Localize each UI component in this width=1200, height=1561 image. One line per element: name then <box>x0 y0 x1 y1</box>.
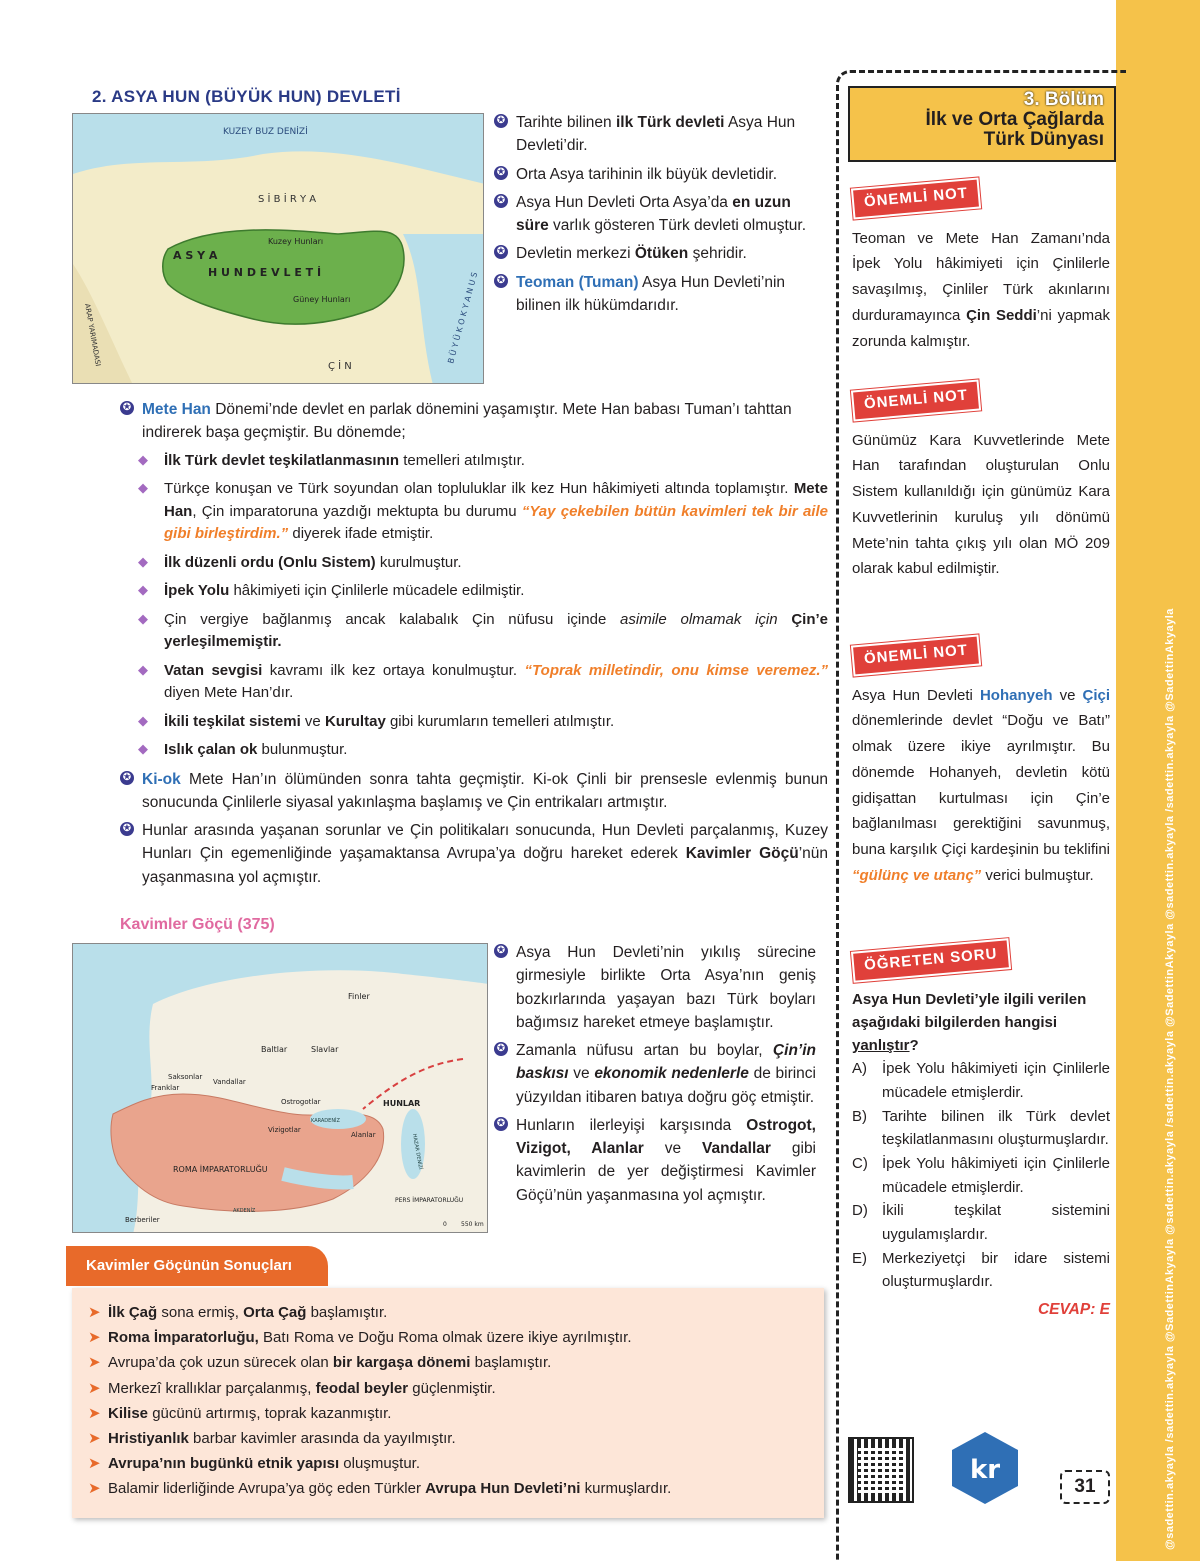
map2-slavlar: Slavlar <box>311 1045 339 1054</box>
result-text: oluşmuştur. <box>339 1455 421 1473</box>
map1-label-arap: ARAP YARIMADASI <box>83 302 102 367</box>
option-d[interactable] <box>852 1199 1110 1246</box>
kg-bullet <box>494 941 816 1034</box>
t: kavramı ilk kez ortaya konulmuştur. <box>262 661 525 679</box>
question-options <box>852 1057 1110 1294</box>
mete-item <box>138 739 828 762</box>
intro-bullet <box>494 111 819 158</box>
mete-item <box>138 660 828 705</box>
map2-scale-0: 0 <box>443 1221 447 1228</box>
map1-label-sibirya: S İ B İ R Y A <box>258 194 317 205</box>
map2-vizigotlar: Vizigotlar <box>268 1126 301 1134</box>
t: Zamanla nüfusu artan bu boylar, <box>516 1042 773 1059</box>
bullet-icon: ✪ <box>494 166 508 180</box>
mete-name: Mete Han <box>142 401 211 418</box>
arrow-icon: ➤ <box>88 1455 101 1473</box>
logo-icon <box>948 1430 1022 1506</box>
result-text: Avrupa’nın bugünkü etnik yapısı <box>108 1455 340 1473</box>
t: de birinci yüzyıldan itibaren batıya doğru göç etmiştir. <box>516 1065 816 1106</box>
result-item <box>78 1476 818 1501</box>
logo-mark: kr <box>969 1455 1001 1485</box>
b: Kurultay <box>324 712 386 730</box>
bullet-icon: ✪ <box>120 822 134 836</box>
b: Ostrogot, Vizigot, Alanlar <box>516 1116 816 1157</box>
option-text: Tarihte bilinen ilk Türk devlet teşkilatlanmasını oluşturmuşlardır. <box>882 1107 1110 1149</box>
map2-alanlar: Alanlar <box>351 1131 376 1139</box>
arrow-icon: ➤ <box>88 1480 101 1498</box>
mete-item <box>138 580 828 603</box>
map2-karadeniz: KARADENİZ <box>311 1118 340 1124</box>
result-item <box>78 1300 818 1325</box>
page-number: 31 <box>1060 1470 1110 1504</box>
map1-label-guney: Güney Hunları <box>293 295 351 304</box>
note-text: Günümüz Kara Kuvvetlerinde Mete Han tarafından oluşturulan Onlu Sistem kullanıldığı için günümüz Kara Kuvvetlerinin kuruluş yılı dönümü Mete’nin tahta çıkış yılı olan MÖ 209 olarak kabul edilmiştir. <box>852 431 1110 578</box>
option-text: Merkeziyetçi bir idare sistemi oluşturmuşlardır. <box>882 1249 1110 1291</box>
result-text: Balamir liderliğinde Avrupa’ya göç eden Türkler <box>108 1480 426 1498</box>
map2-roma: ROMA İMPARATORLUĞU <box>173 1165 268 1174</box>
mete-item <box>138 711 828 734</box>
option-key: A) <box>852 1060 867 1078</box>
mete-bullet <box>120 398 828 445</box>
kg-bullet <box>494 1114 816 1207</box>
option-a[interactable] <box>852 1057 1110 1104</box>
results-list <box>78 1300 818 1502</box>
map2-franklar: Franklar <box>151 1084 180 1092</box>
txt-b: ilk Türk devleti <box>615 114 725 131</box>
option-text: İpek Yolu hâkimiyeti için Çinlilerle mücadele etmişlerdir. <box>882 1060 1110 1101</box>
result-item <box>78 1401 818 1426</box>
result-text: başlamıştır. <box>470 1354 552 1372</box>
diamond-icon: ◆ <box>138 451 148 467</box>
t: diyerek ifade etmiştir. <box>288 525 434 542</box>
map1-label-sea: KUZEY BUZ DENİZİ <box>223 127 308 137</box>
result-text: İlk Çağ <box>108 1304 158 1321</box>
mete-item <box>138 609 828 654</box>
t: ve <box>643 1140 702 1157</box>
kg-bullet <box>494 1039 816 1109</box>
note-text: Teoman ve Mete Han Zamanı’nda İpek Yolu hâkimiyeti için Çinlilerle savaşılmış, Çinliler Türk akınlarını durduramayınca Çin Seddi’ni yapmak zorunda kalmıştır. <box>852 229 1111 350</box>
result-text: bir kargaşa dönemi <box>332 1354 471 1372</box>
t: ve <box>300 712 325 730</box>
map2-pers: PERS İMPARATORLUĞU <box>395 1197 464 1204</box>
map2-berberiler: Berberiler <box>125 1216 160 1224</box>
t: hâkimiyeti için Çinlilerle mücadele edilmiştir. <box>229 582 525 599</box>
result-text: sona ermiş, <box>157 1304 244 1321</box>
result-item <box>78 1350 818 1375</box>
b: Mete Han <box>164 480 828 520</box>
t: kurulmuştur. <box>375 553 462 571</box>
result-text: Hristiyanlık <box>108 1429 189 1447</box>
map2-vandallar: Vandallar <box>213 1078 246 1086</box>
kiok-bullet <box>120 768 828 815</box>
t: diyen Mete Han’dır. <box>164 684 294 701</box>
diamond-icon: ◆ <box>138 610 148 626</box>
result-text: Kilise <box>108 1404 149 1422</box>
result-text: barbar kavimler arasında da yayılmıştır. <box>188 1429 456 1447</box>
bullet-icon: ✪ <box>494 194 508 208</box>
kg-bullets <box>494 941 816 1212</box>
option-key: D) <box>852 1202 868 1220</box>
result-text: Avrupa’da çok uzun sürecek olan <box>108 1354 333 1372</box>
section-title: 2. ASYA HUN (BÜYÜK HUN) DEVLETİ <box>92 87 401 106</box>
map2-ostrogotlar: Ostrogotlar <box>281 1098 321 1106</box>
note-text: Asya Hun Devleti Hohanyeh ve Çiçi dönemlerinde devlet “Doğu ve Batı” olmak üzere ikiye ayrılmıştır. Bu dönemde Hohanyeh, devletin kötü gidişattan kurtulması için Çin’e bağlanılması gerektiğini savunmuş, buna karşılık Çiçi kardeşinin bu teklifini “gülünç ve utanç” verici bulmuştur. <box>852 686 1111 885</box>
map2-finler: Finler <box>348 992 370 1001</box>
intro-bullet <box>494 163 819 186</box>
arrow-icon: ➤ <box>88 1404 101 1422</box>
t: bulunmuştur. <box>257 741 348 758</box>
bi: ekonomik nedenlerle <box>594 1065 749 1083</box>
option-b[interactable] <box>852 1105 1110 1152</box>
map1-label-hun: H U N D E V L E T İ <box>208 266 322 279</box>
map1-label-asya: A S Y A <box>173 249 218 262</box>
result-text: kurmuşlardır. <box>580 1480 672 1498</box>
result-item <box>78 1451 818 1476</box>
diamond-icon: ◆ <box>138 480 148 495</box>
option-c[interactable] <box>852 1152 1110 1199</box>
bullet-icon: ✪ <box>494 274 508 288</box>
diamond-icon: ◆ <box>138 741 148 756</box>
result-text: güçlenmiştir. <box>408 1379 496 1397</box>
arrow-icon: ➤ <box>88 1379 101 1397</box>
t: Çin vergiye bağlanmış ancak kalabalık Çin nüfusu içinde <box>164 610 621 628</box>
result-item <box>78 1376 818 1401</box>
bullet-icon: ✪ <box>120 401 134 415</box>
kiok-name: Ki-ok <box>142 770 181 788</box>
b: Çin’e yerleşilmemiştir. <box>164 610 829 650</box>
b: İkili teşkilat sistemi <box>164 712 301 730</box>
mete-block <box>120 398 828 894</box>
intro-bullet <box>494 271 819 318</box>
t: , Çin imparatoruna yazdığı mektupta bu durumu <box>192 502 522 520</box>
stem1: Asya Hun Devleti’yle ilgili verilen aşağıdaki bilgilerden hangisi <box>852 990 1087 1031</box>
option-e[interactable] <box>852 1247 1110 1294</box>
result-text: Orta Çağ <box>243 1304 307 1321</box>
diamond-icon: ◆ <box>138 661 148 677</box>
mete-item <box>138 552 828 575</box>
txt: Asya Hun Devleti’dir. <box>516 114 796 155</box>
result-text: başlamıştır. <box>306 1304 388 1321</box>
txt: Tarihte bilinen <box>516 114 616 131</box>
b: İlk Türk devlet teşkilatlanmasının <box>164 451 400 469</box>
mete-item <box>138 478 828 546</box>
bullet-icon: ✪ <box>120 771 134 785</box>
txt: Asya Hun Devleti Orta Asya’da <box>516 193 733 211</box>
chapter-num: 3. Bölüm <box>1023 89 1104 110</box>
map2-akdeniz: AKDENİZ <box>233 1208 256 1214</box>
note-2 <box>852 385 1110 582</box>
result-text: Batı Roma ve Doğu Roma olmak üzere ikiye ayrılmıştır. <box>258 1329 632 1347</box>
result-text: Merkezî krallıklar parçalanmış, <box>108 1379 316 1397</box>
publisher-logo <box>948 1430 1022 1506</box>
qr-code[interactable] <box>848 1437 914 1503</box>
stem2: yanlıştır <box>852 1037 910 1054</box>
mete-item <box>138 450 828 473</box>
diamond-icon: ◆ <box>138 553 148 569</box>
kavimler-title: Kavimler Göçü (375) <box>120 916 275 933</box>
results-title: Kavimler Göçünün Sonuçları <box>66 1246 328 1286</box>
t: Hunlar arasında yaşanan sorunlar ve Çin politikaları sonucunda, Hun Devleti parçalanmış, Kuzey Hunları Çin egemenliğinde yaşamaktansa Avrupa’ya doğru hareket ederek <box>142 822 828 863</box>
arrow-icon: ➤ <box>88 1354 101 1372</box>
txt-b: en uzun süre <box>516 193 791 234</box>
note-1 <box>852 183 1110 354</box>
mete-text: Dönemi’nde devlet en parlak dönemini yaşamıştır. Mete Han babası Tuman’ı tahttan indirerek başa geçmiştir. Bu dönemde; <box>142 401 792 442</box>
intro-bullets <box>494 111 819 322</box>
b: Islık çalan ok <box>164 741 258 758</box>
txt: Orta Asya tarihinin ilk büyük devletidir. <box>516 165 778 183</box>
kavimler-map-svg <box>73 944 488 1233</box>
b: Vatan sevgisi <box>164 661 263 679</box>
txt: Asya Hun Devleti’nin bilinen ilk hükümdarıdır. <box>516 273 786 314</box>
quote: “Yay çekebilen bütün kavimleri tek bir aile gibi birleştirdim.” <box>164 502 828 542</box>
intro-bullet <box>494 191 819 238</box>
chapter-line2: Türk Dünyası <box>983 128 1104 150</box>
note-3 <box>852 640 1110 889</box>
b: İpek Yolu <box>164 582 230 599</box>
bullet-icon: ✪ <box>494 1117 508 1131</box>
intro-bullet <box>494 242 819 265</box>
result-text: feodal beyler <box>315 1379 409 1397</box>
result-text: Avrupa Hun Devleti’ni <box>425 1480 581 1498</box>
option-key: B) <box>852 1107 867 1125</box>
map2-scale: 550 km <box>461 1221 484 1228</box>
arrow-icon: ➤ <box>88 1304 101 1321</box>
answer: CEVAP: E <box>1037 1301 1110 1319</box>
quote: “Toprak milletindir, onu kimse veremez.” <box>524 661 828 679</box>
side-social-text: @sadettin.akyayla /sadettin.akyayla @SadettinAkyayla @sadettin.akyayla /sadettin.akyayla @SadettinAkyayla @sadettin.akyayla /sadettin.akyayla @SadettinAkyayla <box>1164 608 1176 1550</box>
bullet-icon: ✪ <box>494 114 508 128</box>
txt: şehridir. <box>688 245 747 263</box>
stem3: ? <box>909 1037 919 1054</box>
b: Kavimler Göçü <box>685 845 799 863</box>
diamond-icon: ◆ <box>138 712 148 728</box>
chapter-badge <box>848 86 1116 162</box>
b: Vandallar <box>702 1140 771 1157</box>
bullet-icon: ✪ <box>494 245 508 259</box>
bullet-icon: ✪ <box>494 944 508 958</box>
map1-label-kuzey: Kuzey Hunları <box>268 237 324 246</box>
result-text: Roma İmparatorluğu, <box>108 1329 259 1347</box>
t: Hunların ilerleyişi karşısında <box>516 1116 747 1134</box>
teoman-name: Teoman (Tuman) <box>516 273 639 291</box>
asya-hun-map-svg <box>73 114 484 384</box>
result-text: gücünü artırmış, toprak kazanmıştır. <box>148 1404 392 1422</box>
map2-hunlar: HUNLAR <box>383 1099 421 1108</box>
diamond-icon: ◆ <box>138 582 148 597</box>
b: İlk düzenli ordu (Onlu Sistem) <box>164 553 376 571</box>
t: Asya Hun Devleti’nin yıkılış sürecine girmesiyle birlikte Orta Asya’nın geniş bozkırlarında yaşayan bazı Türk boyları bağımsız hareket etmeye başlamıştır. <box>516 944 816 1031</box>
t: ’nün yaşanmasına yol açmıştır. <box>142 845 829 886</box>
t: temelleri atılmıştır. <box>399 451 525 469</box>
map2-saksonlar: Saksonlar <box>168 1073 203 1081</box>
t: ve <box>568 1065 595 1083</box>
txt-b: Ötüken <box>634 245 689 263</box>
txt: varlık gösteren Türk devleti olmuştur. <box>548 217 807 234</box>
arrow-icon: ➤ <box>88 1329 101 1347</box>
i: asimile olmamak için <box>620 610 778 628</box>
result-item <box>78 1426 818 1451</box>
map2-baltlar: Baltlar <box>261 1045 288 1054</box>
note-tag: ÖNEMLİ NOT <box>851 177 981 219</box>
map2-hazar: HAZAR DENİZİ <box>411 1133 424 1171</box>
kiok-text: Mete Han’ın ölümünden sonra tahta geçmiştir. Ki-ok Çinli bir prensesle evlenmiş bunun sonucunda Çinlilerle siyasal yakınlaşma başlamış ve Çin entrikaları artmıştır. <box>142 770 828 811</box>
option-key: C) <box>852 1155 868 1172</box>
t: Türkçe konuşan ve Türk soyundan olan topluluklar ilk kez Hun hâkimiyeti altında toplamıştır. <box>164 480 794 497</box>
asya-hun-map <box>72 113 484 384</box>
kavimler-map <box>72 943 488 1233</box>
note-tag: ÖNEMLİ NOT <box>851 379 981 421</box>
option-text: İkili teşkilat sistemini uygulamışlardır. <box>882 1202 1110 1244</box>
map1-label-cin: Ç İ N <box>328 361 352 372</box>
option-text: İpek Yolu hâkimiyeti için Çinlilerle mücadele etmişlerdir. <box>882 1155 1110 1196</box>
bullet-icon: ✪ <box>494 1042 508 1056</box>
note-tag: ÖNEMLİ NOT <box>851 634 981 676</box>
chapter-line1: İlk ve Orta Çağlarda <box>925 108 1104 130</box>
t: gibi kavimlerin de yer değiştirmesi Kavimler Göçü’nün yaşanmasına yol açmıştır. <box>516 1140 817 1204</box>
map1-label-ocean: B Ü Y Ü K O K Y A N U S <box>446 271 480 365</box>
side-strip <box>1116 0 1200 1561</box>
bi: Çin’in baskısı <box>516 1042 816 1083</box>
result-item <box>78 1325 818 1350</box>
question-tag: ÖĞRETEN SORU <box>851 938 1011 982</box>
txt: Devletin merkezi <box>516 245 635 263</box>
split-bullet <box>120 819 828 889</box>
question-block <box>852 945 1110 1321</box>
question-stem <box>852 988 1110 1058</box>
option-key: E) <box>852 1249 867 1267</box>
t: gibi kurumların temelleri atılmıştır. <box>385 712 615 730</box>
arrow-icon: ➤ <box>88 1429 101 1447</box>
